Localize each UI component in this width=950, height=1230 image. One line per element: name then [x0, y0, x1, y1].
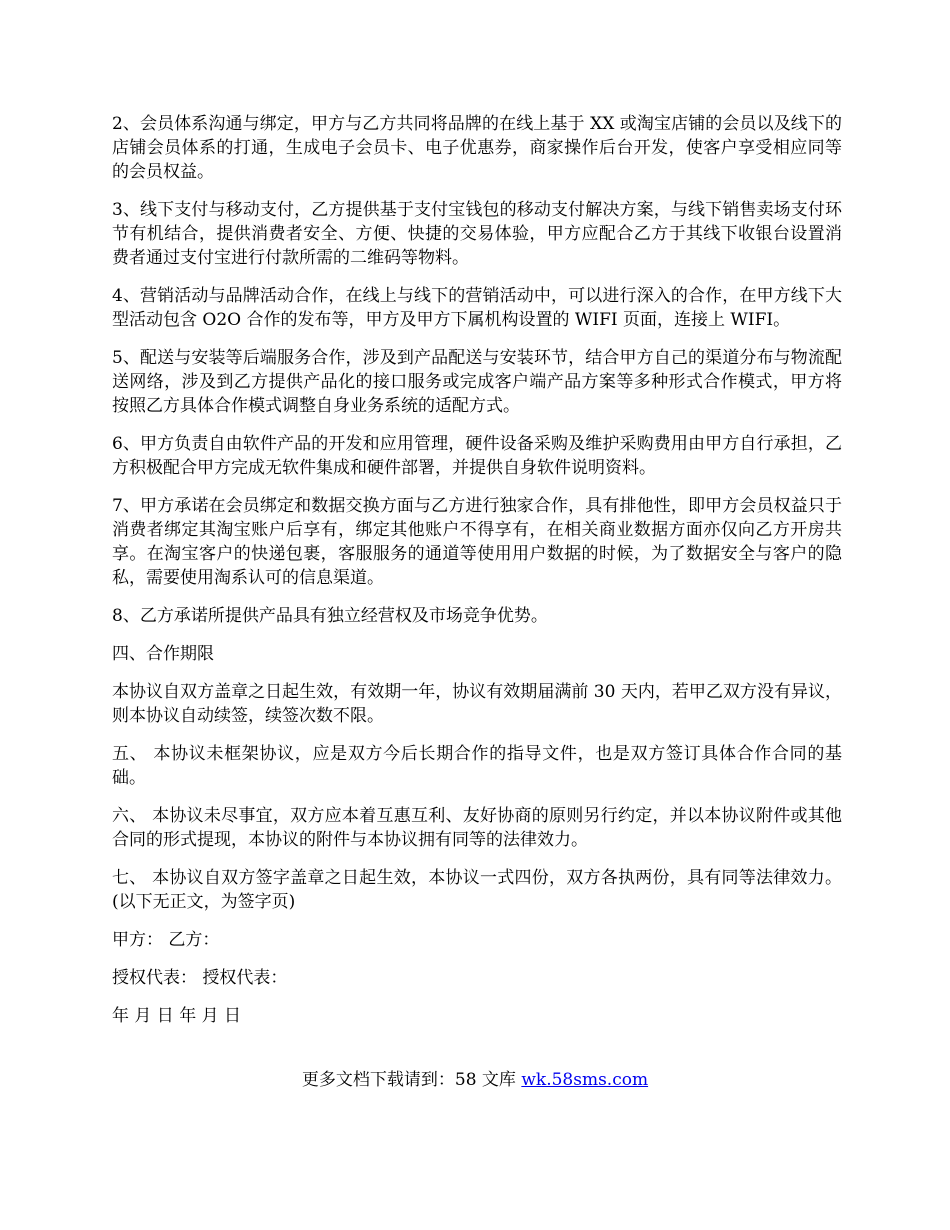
clause-6: 6、甲方负责自由软件产品的开发和应用管理，硬件设备采购及维护采购费用由甲方自行承担，乙方积极配合甲方完成无软件集成和硬件部署，并提供自身软件说明资料。	[112, 434, 842, 478]
clause-2: 2、会员体系沟通与绑定，甲方与乙方共同将品牌的在线上基于 XX 或淘宝店铺的会员以及线下的店铺会员体系的打通，生成电子会员卡、电子优惠券，商家操作后台开发，使客户享受相应同等的会员权益。	[112, 114, 842, 182]
document-body	[112, 112, 842, 1042]
party-line: 甲方： 乙方：	[112, 930, 220, 950]
section-heading-term: 四、合作期限	[112, 644, 214, 664]
clause-7: 7、甲方承诺在会员绑定和数据交换方面与乙方进行独家合作，具有排他性，即甲方会员权益只于消费者绑定其淘宝账户后享有，绑定其他账户不得享有，在相关商业数据方面亦仅向乙方开房共享。在淘宝客户的快递包裹，客服服务的通道等使用用户数据的时候，为了数据安全与客户的隐私，需要使用淘系认可的信息渠道。	[112, 496, 842, 588]
date-line: 年 月 日 年 月 日	[112, 1006, 242, 1026]
section-six: 六、 本协议未尽事宜，双方应本着互惠互利、友好协商的原则另行约定，并以本协议附件或其他合同的形式提现，本协议的附件与本协议拥有同等的法律效力。	[112, 806, 842, 850]
download-footer	[0, 1068, 950, 1092]
footer-prefix-text: 更多文档下载请到：58 文库	[301, 1070, 522, 1090]
clause-3: 3、线下支付与移动支付，乙方提供基于支付宝钱包的移动支付解决方案，与线下销售卖场支付环节有机结合，提供消费者安全、方便、快捷的交易体验，甲方应配合乙方于其线下收银台设置消费者通过支付宝进行付款所需的二维码等物料。	[112, 200, 842, 268]
clause-5: 5、配送与安装等后端服务合作，涉及到产品配送与安装环节，结合甲方自己的渠道分布与物流配送网络，涉及到乙方提供产品化的接口服务或完成客户端产品方案等多种形式合作模式，甲方将按照乙方具体合作模式调整自身业务系统的适配方式。	[112, 348, 842, 416]
clause-4: 4、营销活动与品牌活动合作，在线上与线下的营销活动中，可以进行深入的合作，在甲方线下大型活动包含 O2O 合作的发布等，甲方及甲方下属机构设置的 WIFI 页面，连接上 WIFI。	[112, 286, 842, 330]
footer-link[interactable]: wk.58sms.com	[521, 1070, 649, 1090]
term-paragraph: 本协议自双方盖章之日起生效，有效期一年，协议有效期届满前 30 天内，若甲乙双方没有异议，则本协议自动续签，续签次数不限。	[112, 682, 842, 726]
section-seven: 七、 本协议自双方签字盖章之日起生效，本协议一式四份，双方各执两份，具有同等法律效力。(以下无正文，为签字页)	[112, 868, 842, 912]
section-five: 五、 本协议未框架协议，应是双方今后长期合作的指导文件，也是双方签订具体合作合同的基础。	[112, 744, 842, 788]
clause-8: 8、乙方承诺所提供产品具有独立经营权及市场竞争优势。	[112, 606, 548, 626]
representative-line: 授权代表： 授权代表：	[112, 968, 288, 988]
